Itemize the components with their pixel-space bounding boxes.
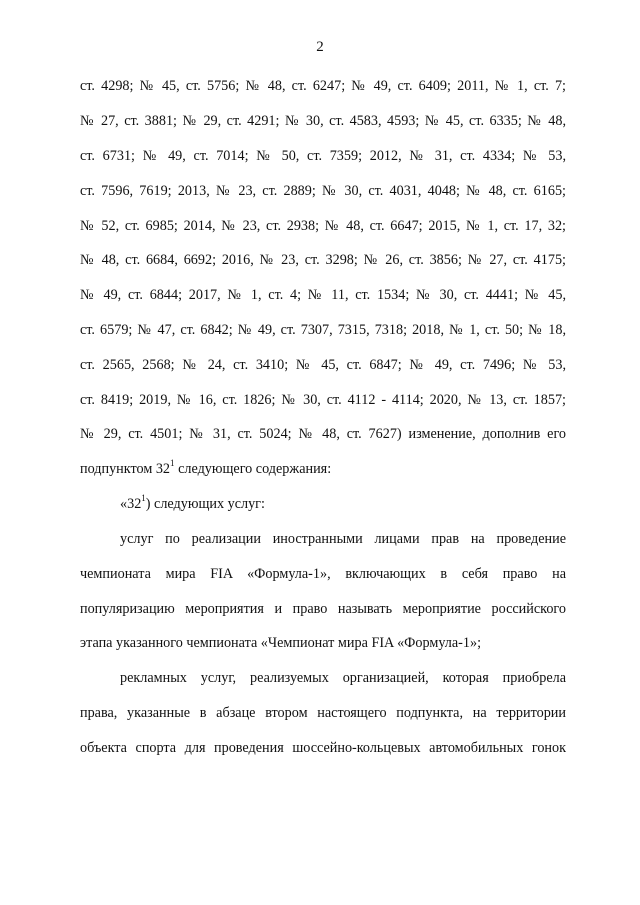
text-line: № 49, ст. 6844; 2017, № 1, ст. 4; № 11, ст. 1534; № 30, ст. 4441; № 45, [80,287,566,303]
text-line: популяризацию мероприятия и право называть мероприятие российского [80,601,566,617]
text-segment: следующего содержания: [174,461,332,477]
text-line: № 52, ст. 6985; 2014, № 23, ст. 2938; № 48, ст. 6647; 2015, № 1, ст. 17, 32; [80,218,566,234]
text-line: права, указанные в абзаце втором настоящего подпункта, на территории [80,705,566,721]
text-line: рекламных услуг, реализуемых организацией, которая приобрела [120,670,566,686]
text-segment: подпунктом 32 [80,461,171,477]
superscript: 1 [141,493,146,504]
text-segment: ) следующих услуг: [145,496,265,512]
text-line: услуг по реализации иностранными лицами прав на проведение [120,531,566,547]
subpoint-heading [120,495,566,513]
text-line: объекта спорта для проведения шоссейно-кольцевых автомобильных гонок [80,740,566,756]
text-line: № 29, ст. 4501; № 31, ст. 5024; № 48, ст. 7627) изменение, дополнив его [80,426,566,442]
superscript: 1 [170,458,175,469]
text-segment: «32 [120,496,142,512]
text-line: № 48, ст. 6684, 6692; 2016, № 23, ст. 3298; № 26, ст. 3856; № 27, ст. 4175; [80,252,566,268]
text-line: этапа указанного чемпионата «Чемпионат мира FIA «Формула-1»; [80,635,482,651]
text-line [80,460,566,478]
text-line: ст. 4298; № 45, ст. 5756; № 48, ст. 6247; № 49, ст. 6409; 2011, № 1, ст. 7; [80,78,566,94]
text-line: ст. 7596, 7619; 2013, № 23, ст. 2889; № 30, ст. 4031, 4048; № 48, ст. 6165; [80,183,566,199]
text-line: № 27, ст. 3881; № 29, ст. 4291; № 30, ст. 4583, 4593; № 45, ст. 6335; № 48, [80,113,566,129]
text-line: чемпионата мира FIA «Формула-1», включающих в себя право на [80,566,566,582]
text-line: ст. 8419; 2019, № 16, ст. 1826; № 30, ст. 4112 - 4114; 2020, № 13, ст. 1857; [80,392,566,408]
page-number: 2 [316,39,324,55]
text-line: ст. 2565, 2568; № 24, ст. 3410; № 45, ст. 6847; № 49, ст. 7496; № 53, [80,357,566,373]
text-line: ст. 6579; № 47, ст. 6842; № 49, ст. 7307, 7315, 7318; 2018, № 1, ст. 50; № 18, [80,322,566,338]
text-line: ст. 6731; № 49, ст. 7014; № 50, ст. 7359; 2012, № 31, ст. 4334; № 53, [80,148,566,164]
